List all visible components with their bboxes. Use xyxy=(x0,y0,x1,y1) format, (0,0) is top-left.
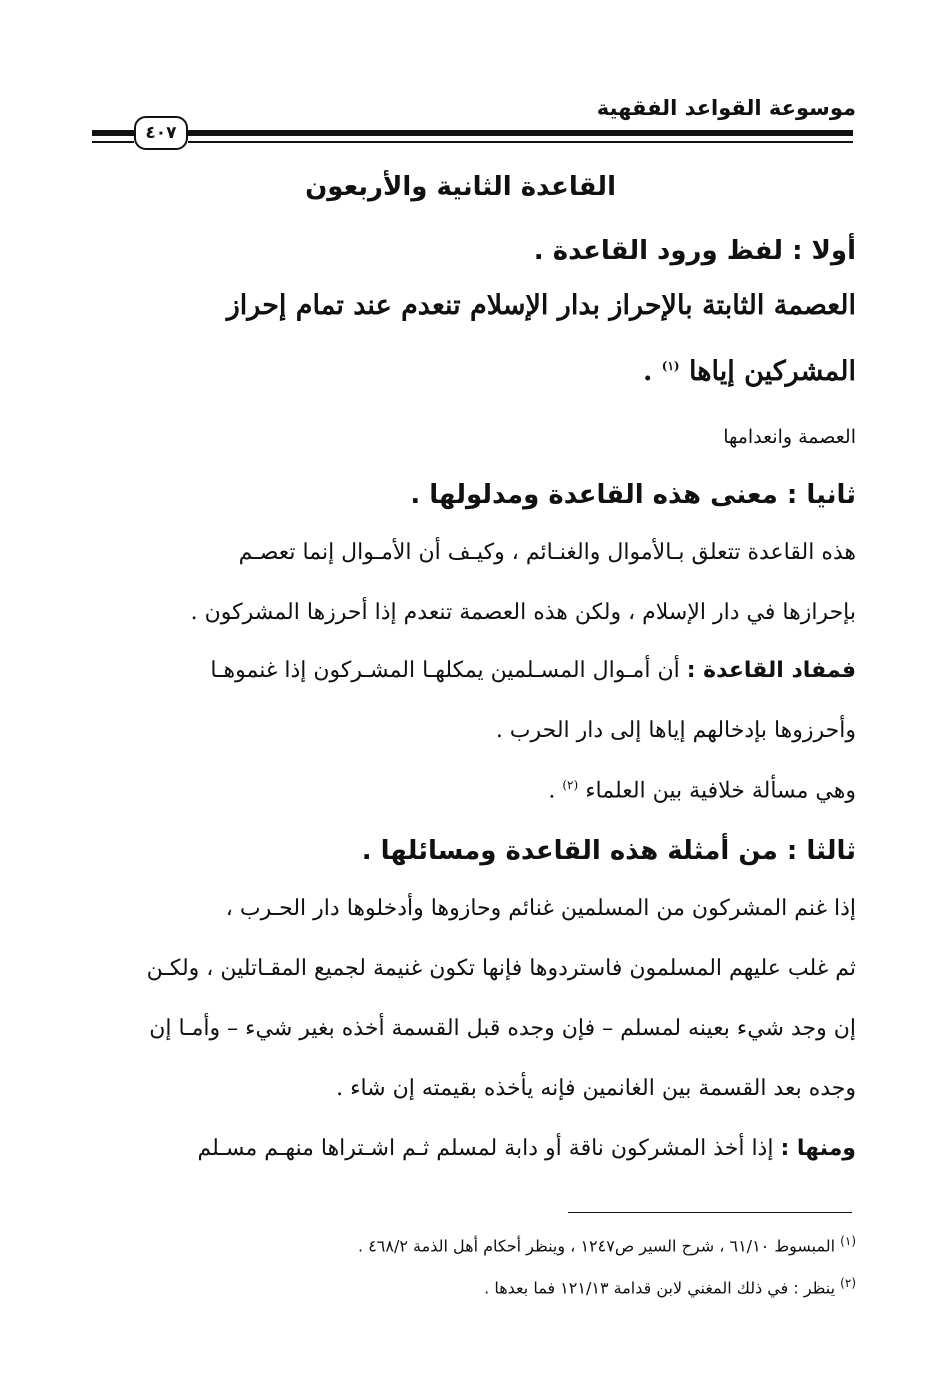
running-title: موسوعة القواعد الفقهية xyxy=(596,96,856,120)
section3-para1-line3: إن وجد شيء بعينه لمسلم – فإن وجده قبل القسمة أخذه بغير شيء – وأمـا إن xyxy=(149,1016,856,1041)
section2-para3-text: وهي مسألة خلافية بين العلماء xyxy=(585,778,856,804)
footnote-2-mark: (٢) xyxy=(840,1276,856,1290)
section-heading-2: ثانيا : معنى هذه القاعدة ومدلولها . xyxy=(410,480,856,510)
side-label: العصمة وانعدامها xyxy=(723,426,856,448)
section2-para1-line1: هذه القاعدة تتعلق بـالأموال والغنـائم ، وكيـف أن الأمـوال إنما تعصـم xyxy=(238,540,856,565)
rule-title: القاعدة الثانية والأربعون xyxy=(305,172,616,202)
section3-para1-line1: إذا غنم المشركون من المسلمين غنائم وحازوها وأدخلوها دار الحـرب ، xyxy=(225,896,856,921)
rule-text-line-2 xyxy=(643,356,856,387)
header-rule-left-thin xyxy=(92,141,134,143)
section2-para2-lead: فمفاد القاعدة : xyxy=(686,658,856,683)
footnote-2 xyxy=(484,1276,856,1297)
section2-para2-line2: وأحرزوها بإدخالهم إياها إلى دار الحرب . xyxy=(495,718,856,743)
section2-para1-line2: بإحرازها في دار الإسلام ، ولكن هذه العصمة تنعدم إذا أحرزها المشركون . xyxy=(190,600,856,625)
section-heading-3: ثالثا : من أمثلة هذه القاعدة ومسائلها . xyxy=(361,836,856,866)
footnote-rule xyxy=(568,1212,852,1213)
footnote-2-text: ينظر : في ذلك المغني لابن قدامة ١٢١/١٣ فما بعدها . xyxy=(484,1278,836,1298)
page-number: ٤٠٧ xyxy=(134,116,188,150)
rule-text-line-1: العصمة الثابتة بالإحراز بدار الإسلام تنعدم عند تمام إحراز xyxy=(226,290,856,321)
section-heading-1: أولا : لفظ ورود القاعدة . xyxy=(533,236,856,266)
section3-para1-line4: وجده بعد القسمة بين الغانمين فإنه يأخذه بقيمته إن شاء . xyxy=(336,1076,856,1101)
section2-para3-end: . xyxy=(548,778,556,804)
section3-para2-line1-rest: إذا أخذ المشركون ناقة أو دابة لمسلم ثـم اشـتراها منهـم مسـلم xyxy=(197,1136,774,1161)
section2-para2-line1-rest: أن أمـوال المسـلمين يمكلهـا المشـركون إذا غنموهـا xyxy=(210,658,680,683)
rule-text-line-2-text: المشركين إياها xyxy=(689,356,856,387)
header-rule-right-thin xyxy=(188,141,853,143)
section3-para2-lead: ومنها : xyxy=(780,1136,856,1161)
header-rule-right-thick xyxy=(188,130,853,136)
rule-text-line-2-end: . xyxy=(642,356,653,387)
section2-para3 xyxy=(548,778,856,803)
footnote-1-mark: (١) xyxy=(840,1234,856,1248)
footnote-ref-1[interactable]: (١) xyxy=(661,359,680,373)
section3-para1-line2: ثم غلب عليهم المسلمون فاستردوها فإنها تكون غنيمة لجميع المقـاتلين ، ولكـن xyxy=(146,956,856,981)
section2-para2-line1 xyxy=(210,658,856,683)
header-rule-left-thick xyxy=(92,130,134,136)
footnote-1-text: المبسوط ٦١/١٠ ، شرح السير ص١٢٤٧ ، وينظر أحكام أهل الذمة ٤٦٨/٢ . xyxy=(358,1236,836,1256)
section3-para2-line1 xyxy=(197,1136,856,1161)
footnote-1 xyxy=(358,1234,856,1255)
footnote-ref-2[interactable]: (٢) xyxy=(562,778,579,792)
